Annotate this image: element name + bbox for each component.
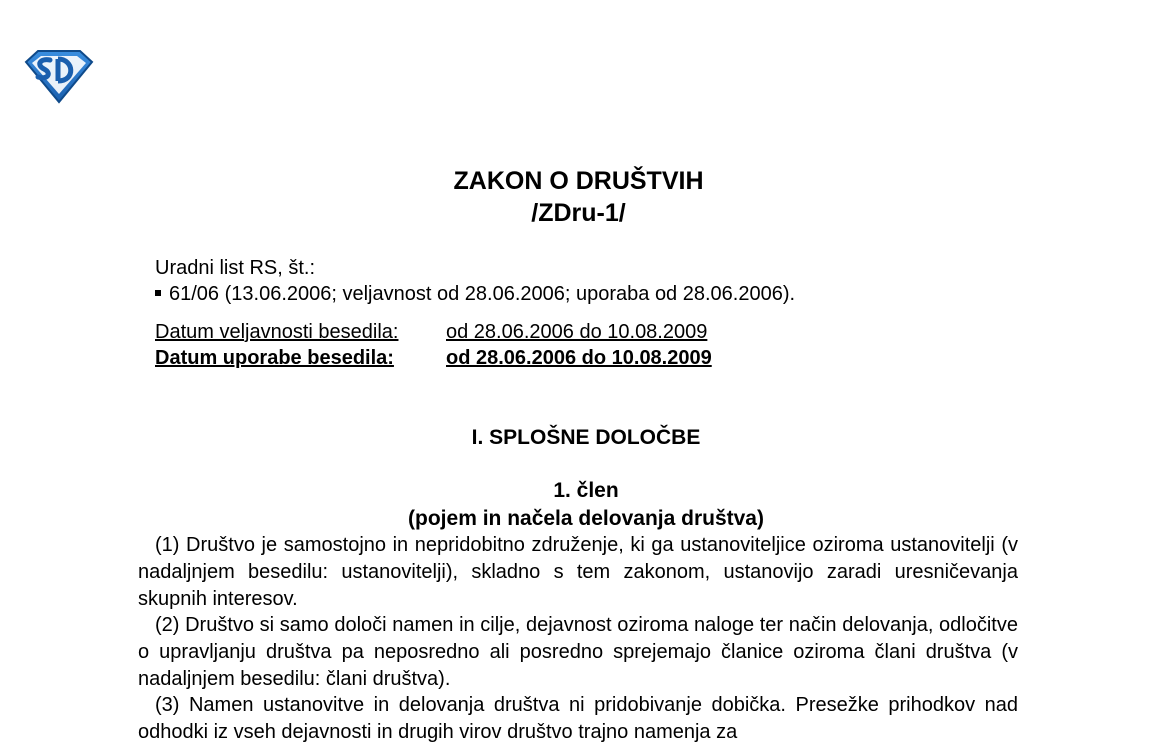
validity-date-label: Datum veljavnosti besedila: <box>155 321 399 343</box>
document-title: ZAKON O DRUŠTVIH <box>453 167 704 195</box>
article-title: (pojem in načela delovanja društva) <box>408 507 764 530</box>
article-paragraph-3: (3) Namen ustanovitve in delovanja društva ni pridobivanje dobička. Presežke prihodkov nad odhodki iz vseh dejavnosti in drugih virov društvo trajno namenja za <box>138 694 1018 743</box>
sd-shield-logo-icon <box>22 48 96 104</box>
gazette-label: Uradni list RS, št.: <box>155 257 316 279</box>
bullet-icon <box>155 290 161 296</box>
chapter-heading: I. SPLOŠNE DOLOČBE <box>471 426 701 449</box>
use-date-value: od 28.06.2006 do 10.08.2009 <box>446 347 712 369</box>
article-paragraph-1: (1) Društvo je samostojno in nepridobitno združenje, ki ga ustanoviteljice oziroma ustanovitelji (v nadaljnjem besedilu: ustanovitelji), skladno s tem zakonom, ustanovijo zaradi uresničevanja skupnih interesov. <box>138 534 1018 610</box>
use-date-label: Datum uporabe besedila: <box>155 347 394 369</box>
document-abbreviation: /ZDru-1/ <box>531 199 626 227</box>
gazette-entry <box>155 281 795 307</box>
gazette-entry-text: 61/06 (13.06.2006; veljavnost od 28.06.2006; uporaba od 28.06.2006). <box>169 283 796 305</box>
article-paragraph-2: (2) Društvo si samo določi namen in cilje, dejavnost oziroma naloge ter način delovanja, odločitve o upravljanju društva pa neposredno ali posredno sprejemajo članice oziroma člani društva (v nadaljnjem besedilu: člani društva). <box>138 614 1018 690</box>
article-number: 1. člen <box>553 479 619 502</box>
validity-date-value: od 28.06.2006 do 10.08.2009 <box>446 321 708 343</box>
